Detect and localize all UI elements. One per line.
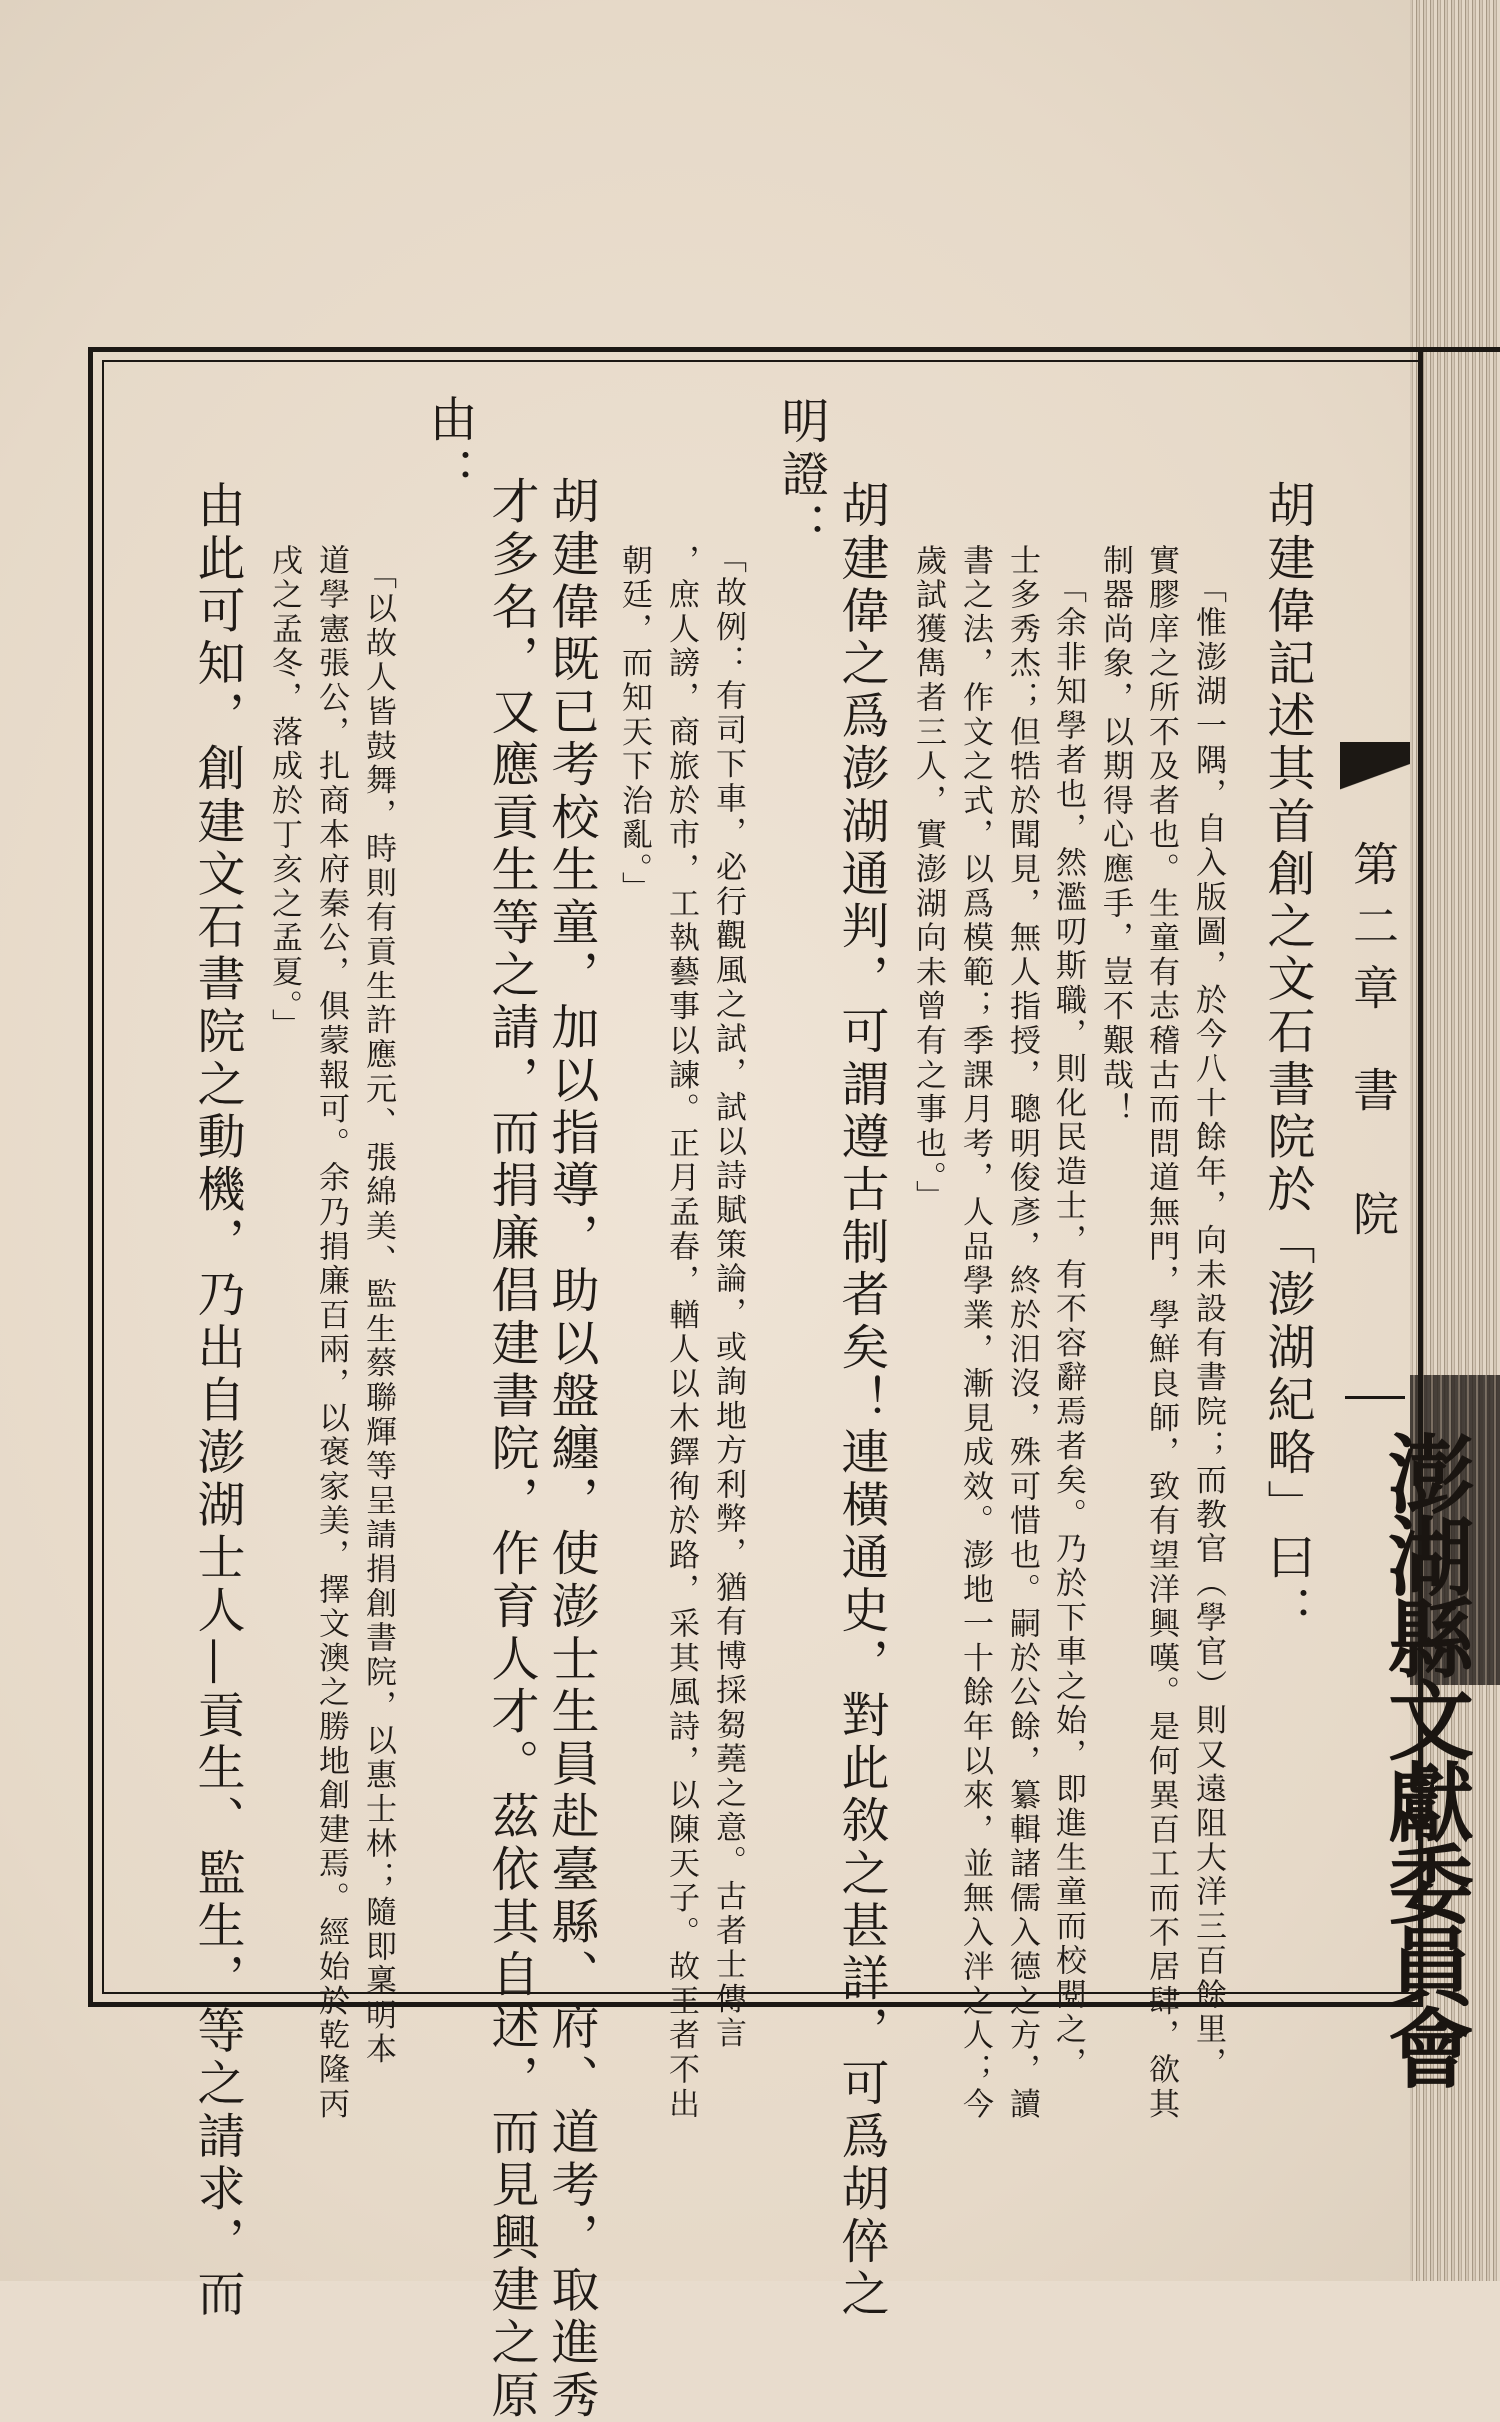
text-column-16: 由：	[421, 394, 477, 500]
running-head	[1340, 840, 1406, 1252]
text-column-6: 士多秀杰；但牿於聞見，無人指授，聰明俊彥，終於汨沒，殊可惜也。嗣於公餘，纂輯諸儒入德之方，讀	[1004, 544, 1040, 2122]
text-column-13: 朝廷，而知天下治亂。」	[616, 544, 652, 906]
text-column-2: 「惟澎湖一隅，自入版圖，於今八十餘年，向未設有書院；而教官（學官）則又遠阻大洋三百餘里，	[1190, 572, 1226, 2082]
publisher-mark: 澎湖縣文獻委員會	[1373, 1430, 1474, 2086]
text-column-3: 實膠庠之所不及者也。生童有志稽古而問道無門，學鮮良師，致有望洋興嘆。是何異百工而不居肆，欲其	[1143, 544, 1179, 2122]
body-text	[108, 372, 1315, 2422]
chapter-flag-mark	[1340, 742, 1410, 802]
section-label: 書 院	[1346, 1066, 1400, 1252]
running-head-rule	[1345, 1396, 1405, 1399]
text-column-14: 胡建偉既已考校生童，加以指導，助以盤纏，使澎士生員赴臺縣、府、道考，取進秀	[543, 476, 599, 2422]
text-column-19: 戌之孟冬，落成於丁亥之孟夏。」	[266, 544, 302, 1043]
text-column-8: 歲試獲雋者三人，實澎湖向未曾有之事也。」	[910, 544, 946, 1215]
text-column-18: 道學憲張公，扎商本府秦公，俱蒙報可。余乃捐廉百兩，以褒家美，擇文澳之勝地創建焉。經始於乾隆丙	[313, 544, 349, 2122]
text-column-17: 「以故人皆鼓舞，時則有貢生許應元、張綿美、監生蔡聯輝等呈請捐創書院，以惠士林；隨即稟明本	[360, 558, 396, 2068]
text-column-12: ，庶人謗，商旅於市，工執藝事以諫。正月孟春，輶人以木鐸徇於路，采其風詩，以陳天子。故王者不出	[663, 544, 699, 2122]
frame-top-extension	[1420, 347, 1500, 352]
text-column-7: 書之法，作文之式，以爲模範；季課月考，人品學業，漸見成效。澎地一十餘年以來，並無入泮之人；今	[957, 544, 993, 2122]
text-column-20: 由此可知，創建文石書院之動機，乃出自澎湖士人—貢生、監生，等之請求，而	[189, 480, 245, 2321]
text-column-10: 明證：	[773, 396, 829, 554]
text-column-1: 胡建偉記述其首創之文石書院於「澎湖紀略」曰：	[1259, 480, 1315, 1638]
text-column-11: 「故例：有司下車，必行觀風之試，試以詩賦策論，或詢地方利弊，猶有博採芻蕘之意。古者士傳言	[710, 542, 746, 2052]
text-column-4: 制器尚象，以期得心應手，豈不艱哉！	[1097, 544, 1133, 1128]
text-column-15: 才多名，又應貢生等之請，而捐廉倡建書院，作育人才。茲依其自述，而見興建之原	[483, 476, 539, 2422]
text-column-9: 胡建偉之爲澎湖通判，可謂遵古制者矣！連橫通史，對此敘之甚詳，可爲胡倅之	[833, 480, 889, 2321]
chapter-label: 第二章	[1346, 840, 1400, 1026]
text-column-5: 「余非知學者也，然濫叨斯職，則化民造士，有不容辭焉者矣。乃於下車之始，即進生童而校閱之，	[1050, 572, 1086, 2082]
